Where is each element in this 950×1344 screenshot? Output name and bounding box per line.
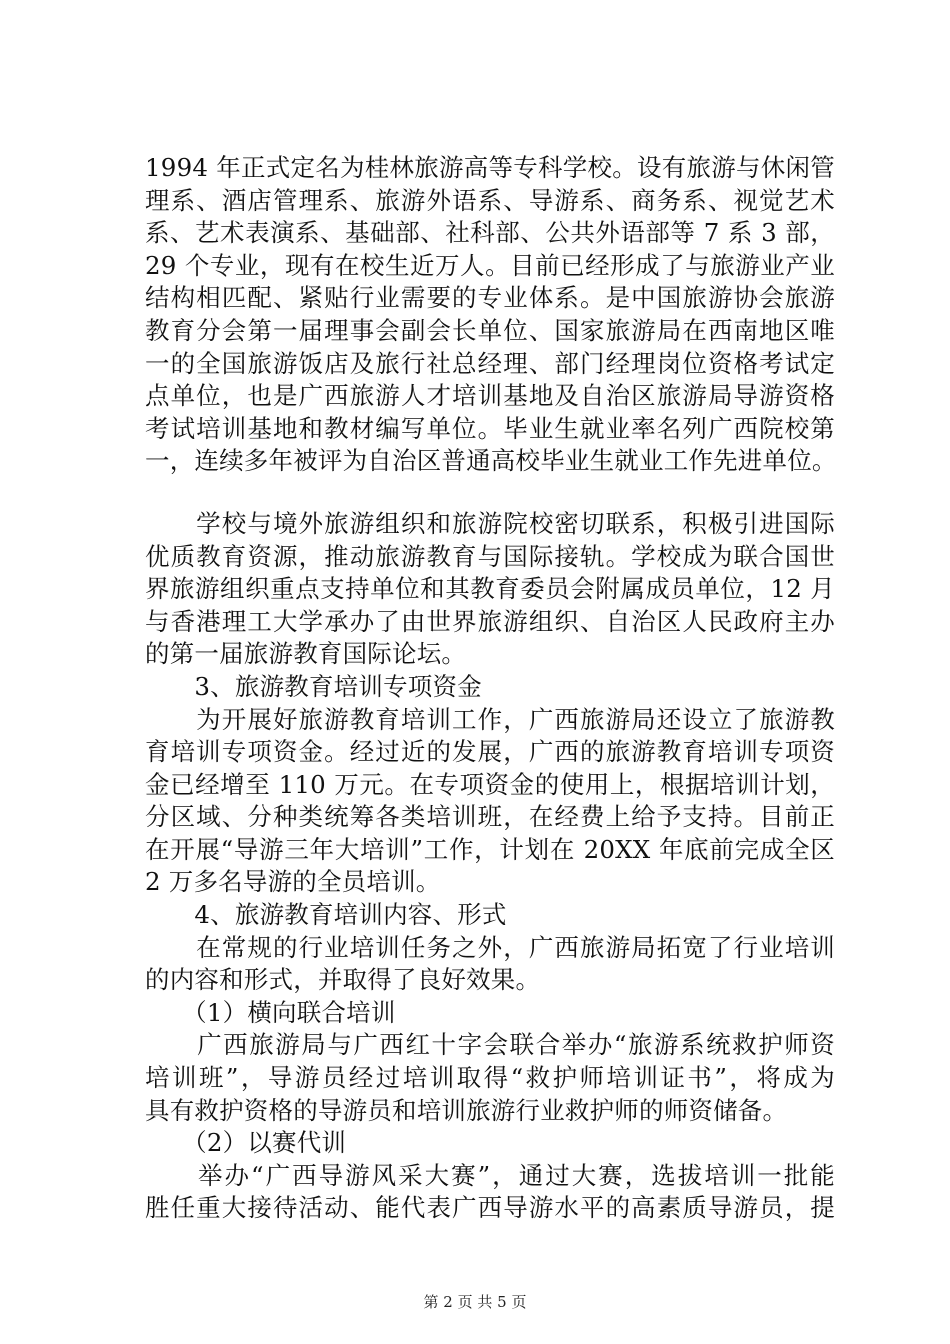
paragraph-gap: [145, 478, 835, 508]
text-line: 教育分会第一届理事会副会长单位、国家旅游局在西南地区唯: [145, 315, 835, 345]
text-line: 理系、酒店管理系、旅游外语系、导游系、商务系、视觉艺术: [145, 185, 835, 215]
text-line: 具有救护资格的导游员和培训旅游行业救护师的师资储备。: [145, 1095, 788, 1125]
paragraph-content-form: [145, 932, 835, 997]
document-body: [145, 152, 835, 1225]
paragraph-competition-training: [145, 1160, 835, 1225]
text-line: 一的全国旅游饭店及旅行社总经理、部门经理岗位资格考试定: [145, 348, 835, 378]
text-line: 胜任重大接待活动、能代表广西导游水平的高素质导游员，提: [145, 1193, 835, 1223]
text-line: 点单位，也是广西旅游人才培训基地及自治区旅游局导游资格: [145, 381, 835, 411]
text-line: 广西旅游局与广西红十字会联合举办“旅游系统救护师资: [145, 1030, 835, 1060]
subheading-competition-training: [145, 1127, 835, 1160]
section-heading-special-fund: [145, 671, 835, 704]
text-line: 一，连续多年被评为自治区普通高校毕业生就业工作先进单位。: [145, 446, 837, 476]
heading-text: （2）以赛代训: [145, 1128, 347, 1158]
text-line: 2 万多名导游的全员培训。: [145, 867, 441, 897]
text-line: 考试培训基地和教材编写单位。毕业生就业率名列广西院校第: [145, 413, 835, 443]
text-line: 界旅游组织重点支持单位和其教育委员会附属成员单位，12 月: [145, 574, 835, 604]
text-line: 在开展“导游三年大培训”工作，计划在 20XX 年底前完成全区: [145, 834, 835, 864]
page-number-footer: 第 2 页 共 5 页: [423, 1293, 527, 1311]
text-line: 1994 年正式定名为桂林旅游高等专科学校。设有旅游与休闲管: [145, 153, 835, 182]
heading-text: （1）横向联合培训: [145, 997, 396, 1027]
text-line: 为开展好旅游教育培训工作，广西旅游局还设立了旅游教: [145, 704, 835, 734]
text-line: 29 个专业，现有在校生近万人。目前已经形成了与旅游业产业: [145, 250, 835, 280]
text-line: 结构相匹配、紧贴行业需要的专业体系。是中国旅游协会旅游: [145, 283, 835, 313]
paragraph-joint-training: [145, 1029, 835, 1127]
text-line: 的内容和形式，并取得了良好效果。: [145, 965, 541, 995]
paragraph-special-fund: [145, 704, 835, 900]
subheading-joint-training: [145, 997, 835, 1030]
text-line: 举办“广西导游风采大赛”，通过大赛，选拔培训一批能: [145, 1160, 835, 1190]
text-line: 系、艺术表演系、基础部、社科部、公共外语部等 7 系 3 部，: [145, 218, 835, 248]
text-line: 育培训专项资金。经过近的发展，广西的旅游教育培训专项资: [145, 737, 835, 767]
text-line: 培训班”，导游员经过培训取得“救护师培训证书”，将成为: [145, 1063, 835, 1093]
text-line: 在常规的行业培训任务之外，广西旅游局拓宽了行业培训: [145, 932, 835, 962]
paragraph-school-intro: [145, 152, 835, 478]
section-heading-content-form: [145, 899, 835, 932]
text-line: 的第一届旅游教育国际论坛。: [145, 639, 467, 669]
paragraph-international-cooperation: [145, 508, 835, 671]
heading-text: 4、旅游教育培训内容、形式: [145, 900, 507, 930]
heading-text: 3、旅游教育培训专项资金: [145, 671, 482, 701]
text-line: 金已经增至 110 万元。在专项资金的使用上，根据培训计划，: [145, 769, 835, 799]
text-line: 与香港理工大学承办了由世界旅游组织、自治区人民政府主办: [145, 606, 835, 636]
text-line: 分区域、分种类统筹各类培训班，在经费上给予支持。目前正: [145, 802, 835, 832]
text-line: 优质教育资源，推动旅游教育与国际接轨。学校成为联合国世: [145, 541, 835, 571]
text-line: 学校与境外旅游组织和旅游院校密切联系，积极引进国际: [145, 508, 835, 538]
